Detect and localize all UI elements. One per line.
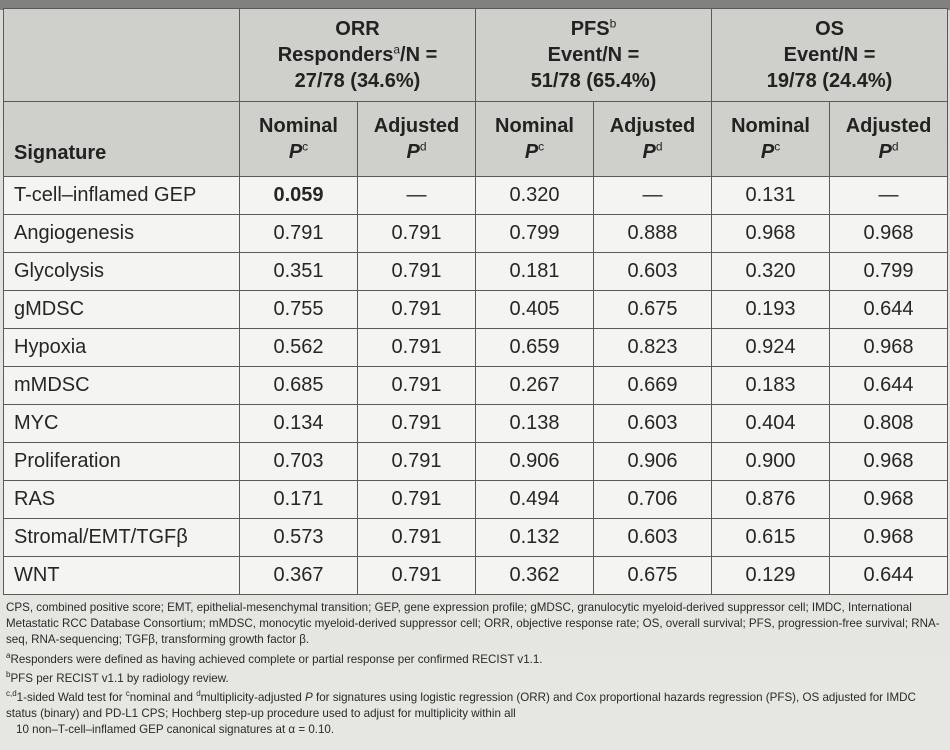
pfs-nominal-cell: 0.267 [476, 367, 594, 405]
signature-name-cell: Stromal/EMT/TGFβ [4, 519, 240, 557]
signature-name-cell: RAS [4, 481, 240, 519]
p-label: P [878, 141, 892, 163]
adjusted-label: Adjusted [609, 115, 696, 137]
orr-nominal-cell: 0.367 [240, 557, 358, 595]
table-row [4, 481, 948, 519]
pfs-event-label: Event/N = [547, 44, 640, 66]
table-row [4, 329, 948, 367]
orr-nominal-header [240, 102, 358, 177]
footnote-b [6, 671, 942, 687]
footnote-cd-text-4: for signatures using logistic regression (ORR) and Cox proportional hazards regression (PFS), OS adjusted for IMDC status (binary) and PD-L1 CPS; Hochberg step-up procedure used to adjust for multiplicity within all [6, 691, 916, 721]
os-adjusted-cell: — [830, 177, 948, 215]
table-row [4, 443, 948, 481]
pfs-title-line [476, 16, 711, 42]
header-row-subcolumns [4, 102, 948, 177]
pfs-footnote-mark: b [609, 16, 617, 31]
os-nominal-cell: 0.131 [712, 177, 830, 215]
os-nominal-cell: 0.968 [712, 215, 830, 253]
pfs-adjusted-cell: 0.603 [594, 519, 712, 557]
orr-nominal-cell: 0.573 [240, 519, 358, 557]
signature-results-table [3, 8, 948, 595]
pfs-nominal-cell: 0.659 [476, 329, 594, 367]
p-label: P [642, 141, 656, 163]
os-count: 19/78 (24.4%) [766, 70, 893, 92]
signature-name-cell: gMDSC [4, 291, 240, 329]
p-label: P [406, 141, 420, 163]
adjusted-label: Adjusted [373, 115, 460, 137]
pfs-nominal-cell: 0.799 [476, 215, 594, 253]
footnote-cd-text-1: 1-sided Wald test for [16, 691, 126, 705]
footnote-cd-mark: c,d [6, 689, 17, 699]
os-group-header [712, 9, 948, 102]
nominal-footnote-mark: c [774, 139, 781, 154]
os-adjusted-cell: 0.808 [830, 405, 948, 443]
orr-nominal-cell: 0.171 [240, 481, 358, 519]
orr-n-label: /N = [400, 44, 438, 66]
orr-nominal-cell: 0.703 [240, 443, 358, 481]
os-adjusted-cell: 0.968 [830, 481, 948, 519]
pfs-adjusted-cell: — [594, 177, 712, 215]
os-adjusted-cell: 0.968 [830, 329, 948, 367]
signature-name-cell: mMDSC [4, 367, 240, 405]
pfs-nominal-cell: 0.906 [476, 443, 594, 481]
pfs-nominal-cell: 0.320 [476, 177, 594, 215]
os-adjusted-cell: 0.968 [830, 215, 948, 253]
orr-nominal-cell: 0.755 [240, 291, 358, 329]
orr-nominal-cell: 0.134 [240, 405, 358, 443]
os-nominal-cell: 0.183 [712, 367, 830, 405]
orr-nominal-cell: 0.562 [240, 329, 358, 367]
os-adjusted-cell: 0.968 [830, 519, 948, 557]
orr-line2 [240, 42, 475, 68]
os-adjusted-cell: 0.644 [830, 291, 948, 329]
orr-adjusted-cell: 0.791 [358, 519, 476, 557]
pfs-nominal-cell: 0.494 [476, 481, 594, 519]
pfs-nominal-cell: 0.132 [476, 519, 594, 557]
nominal-label: Nominal [259, 115, 338, 137]
orr-adjusted-header [358, 102, 476, 177]
pfs-nominal-cell: 0.362 [476, 557, 594, 595]
pfs-adjusted-cell: 0.669 [594, 367, 712, 405]
orr-count: 27/78 (34.6%) [294, 70, 421, 92]
footnote-cd-p: P [305, 691, 313, 705]
pfs-nominal-cell: 0.181 [476, 253, 594, 291]
orr-adjusted-cell: 0.791 [358, 253, 476, 291]
os-title: OS [815, 18, 844, 40]
footnote-b-text: PFS per RECIST v1.1 by radiology review. [10, 671, 229, 685]
footnote-cd [6, 690, 942, 739]
corner-cell [4, 9, 240, 102]
orr-footnote-mark: a [393, 42, 401, 57]
nominal-label: Nominal [731, 115, 810, 137]
pfs-nominal-cell: 0.405 [476, 291, 594, 329]
pfs-adjusted-cell: 0.603 [594, 405, 712, 443]
orr-group-header [240, 9, 476, 102]
pfs-nominal-header [476, 102, 594, 177]
nominal-footnote-mark: c [538, 139, 545, 154]
pfs-group-header [476, 9, 712, 102]
footnote-d-mark: d [196, 689, 201, 699]
os-nominal-cell: 0.404 [712, 405, 830, 443]
orr-adjusted-cell: 0.791 [358, 405, 476, 443]
orr-nominal-cell: 0.059 [240, 177, 358, 215]
orr-nominal-cell: 0.685 [240, 367, 358, 405]
footnote-cd-text-5: 10 non–T-cell–inflamed GEP canonical signatures at α = 0.10. [16, 723, 335, 737]
p-label: P [760, 141, 775, 163]
adjusted-label: Adjusted [845, 115, 932, 137]
os-adjusted-cell: 0.644 [830, 557, 948, 595]
signature-name-cell: Hypoxia [4, 329, 240, 367]
orr-title: ORR [335, 18, 380, 40]
orr-nominal-cell: 0.791 [240, 215, 358, 253]
table-row [4, 291, 948, 329]
table-row [4, 519, 948, 557]
footnote-cd-text-3: multiplicity-adjusted [200, 691, 306, 705]
os-adjusted-cell: 0.968 [830, 443, 948, 481]
signature-column-header: Signature [4, 102, 240, 177]
adjusted-footnote-mark: d [891, 139, 899, 154]
nominal-footnote-mark: c [302, 139, 309, 154]
footnotes [6, 600, 942, 742]
signature-name-cell: Proliferation [4, 443, 240, 481]
table-row [4, 253, 948, 291]
pfs-adjusted-cell: 0.888 [594, 215, 712, 253]
orr-nominal-cell: 0.351 [240, 253, 358, 291]
os-nominal-cell: 0.193 [712, 291, 830, 329]
footnote-c-mark: c [125, 689, 130, 699]
os-adjusted-cell: 0.644 [830, 367, 948, 405]
signature-name-cell: Angiogenesis [4, 215, 240, 253]
abbreviations-footnote: CPS, combined positive score; EMT, epithelial-mesenchymal transition; GEP, gene expression profile; gMDSC, granulocytic myeloid-derived suppressor cell; IMDC, International Metastatic RCC Database Consortium; mMDSC, monocytic myeloid-derived suppressor cell; ORR, objective response rate; OS, overall survival; PFS, progression-free survival; RNA-seq, RNA-sequencing; TGFβ, transforming growth factor β. [6, 601, 940, 647]
table-row [4, 367, 948, 405]
signature-name-cell: WNT [4, 557, 240, 595]
orr-responders-label: Responders [277, 44, 394, 66]
os-nominal-cell: 0.924 [712, 329, 830, 367]
orr-adjusted-cell: 0.791 [358, 481, 476, 519]
header-row-groups [4, 9, 948, 102]
pfs-title: PFS [570, 18, 610, 40]
orr-adjusted-cell: 0.791 [358, 291, 476, 329]
pfs-adjusted-cell: 0.823 [594, 329, 712, 367]
pfs-nominal-cell: 0.138 [476, 405, 594, 443]
footnote-a-text: Responders were defined as having achieved complete or partial response per confirmed RECIST v1.1. [10, 652, 543, 666]
footnote-cd-text-2: nominal and [129, 691, 197, 705]
os-nominal-cell: 0.129 [712, 557, 830, 595]
pfs-adjusted-cell: 0.675 [594, 291, 712, 329]
adjusted-footnote-mark: d [419, 139, 427, 154]
footnote-b-mark: b [6, 669, 11, 679]
orr-adjusted-cell: 0.791 [358, 443, 476, 481]
orr-adjusted-cell: — [358, 177, 476, 215]
p-label: P [524, 141, 539, 163]
footnote-a [6, 652, 942, 668]
table-body [4, 177, 948, 595]
pfs-adjusted-header [594, 102, 712, 177]
os-nominal-cell: 0.615 [712, 519, 830, 557]
footnote-a-mark: a [6, 650, 11, 660]
table-row [4, 177, 948, 215]
pfs-count: 51/78 (65.4%) [530, 70, 657, 92]
orr-adjusted-cell: 0.791 [358, 215, 476, 253]
nominal-label: Nominal [495, 115, 574, 137]
os-nominal-cell: 0.320 [712, 253, 830, 291]
p-label: P [288, 141, 303, 163]
table-row [4, 405, 948, 443]
table-row [4, 215, 948, 253]
os-event-label: Event/N = [783, 44, 876, 66]
signature-name-cell: MYC [4, 405, 240, 443]
orr-adjusted-cell: 0.791 [358, 329, 476, 367]
signature-name-cell: T-cell–inflamed GEP [4, 177, 240, 215]
pfs-adjusted-cell: 0.603 [594, 253, 712, 291]
os-adjusted-header [830, 102, 948, 177]
os-adjusted-cell: 0.799 [830, 253, 948, 291]
adjusted-footnote-mark: d [655, 139, 663, 154]
pfs-adjusted-cell: 0.706 [594, 481, 712, 519]
pfs-adjusted-cell: 0.906 [594, 443, 712, 481]
orr-adjusted-cell: 0.791 [358, 557, 476, 595]
os-nominal-cell: 0.900 [712, 443, 830, 481]
pfs-adjusted-cell: 0.675 [594, 557, 712, 595]
signature-name-cell: Glycolysis [4, 253, 240, 291]
os-nominal-header [712, 102, 830, 177]
os-nominal-cell: 0.876 [712, 481, 830, 519]
orr-adjusted-cell: 0.791 [358, 367, 476, 405]
table-row [4, 557, 948, 595]
